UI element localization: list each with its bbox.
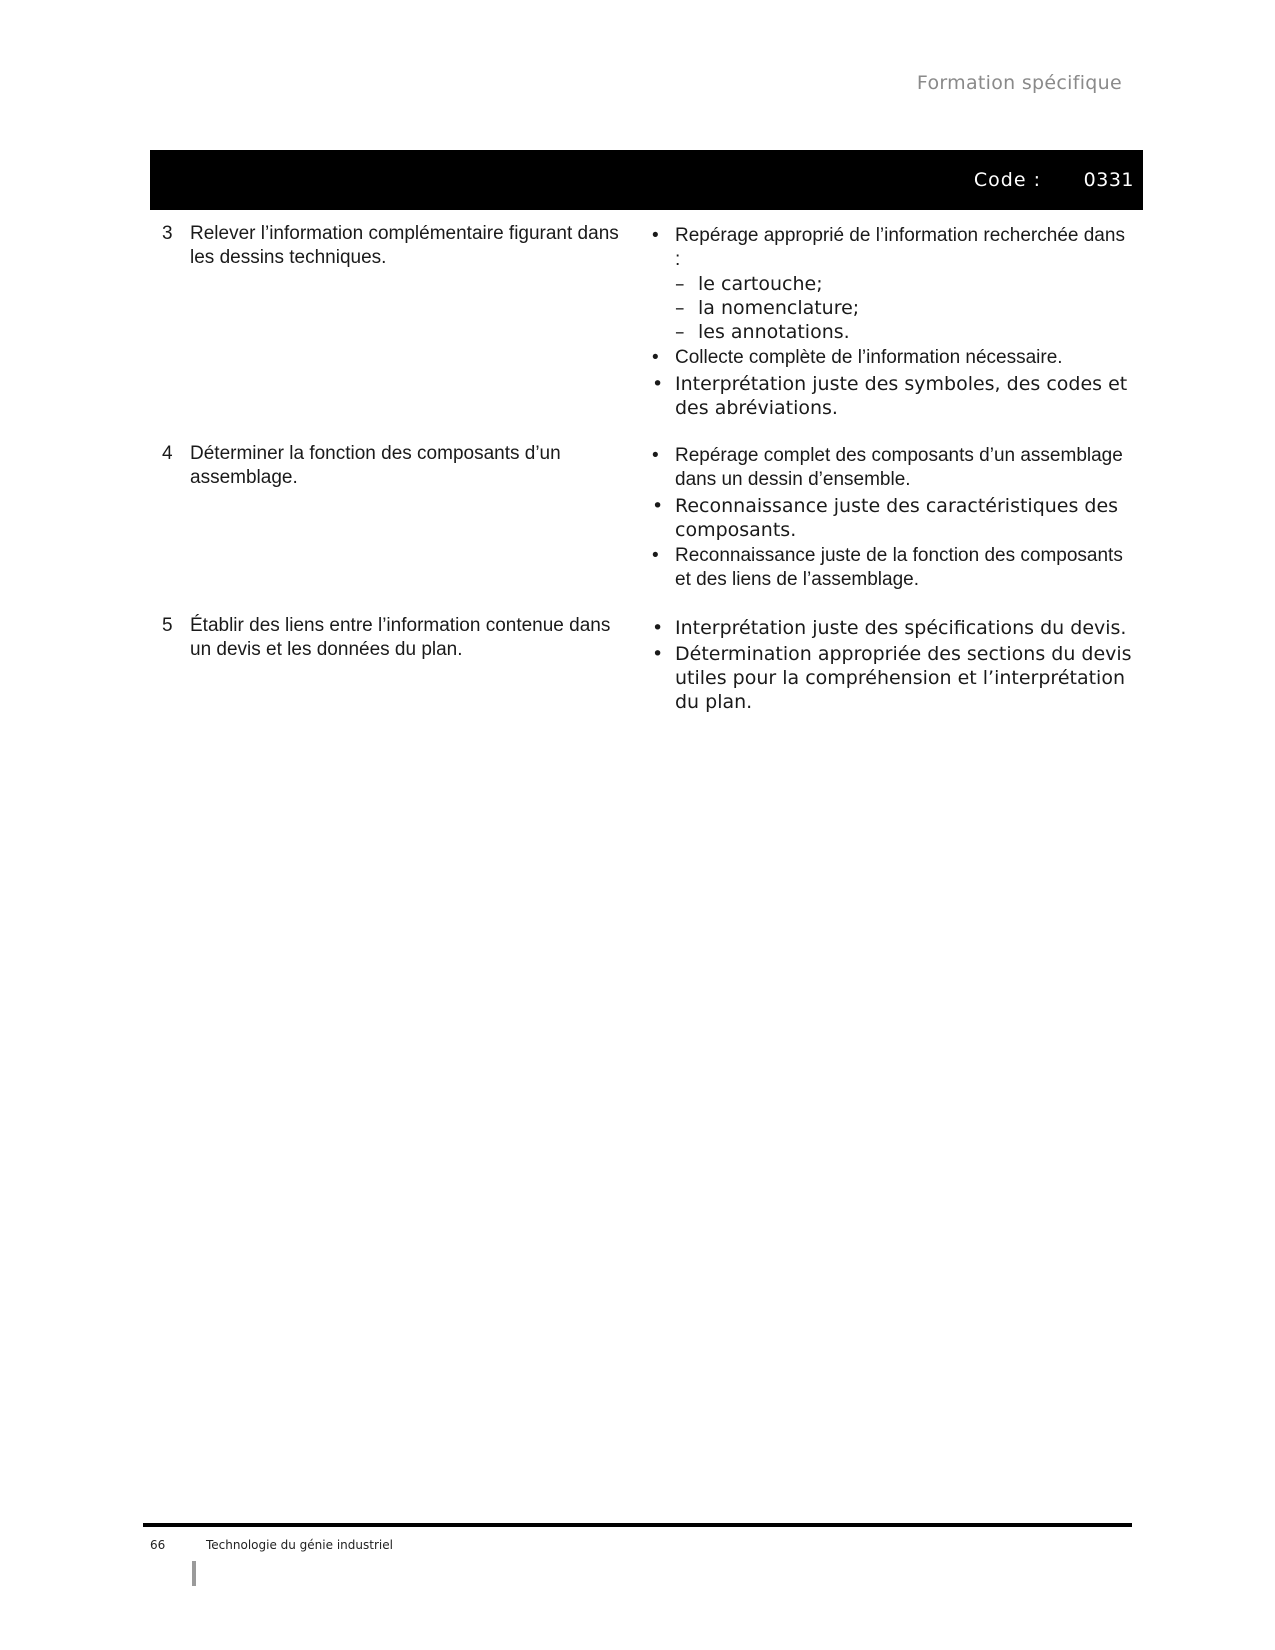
element-text: Déterminer la fonction des composants d’un assemblage. [190,443,561,488]
list-item [643,346,1133,370]
list-item [643,372,1133,420]
element-text: Établir des liens entre l’information contenue dans un devis et les données du plan. [190,615,611,660]
competency-table [150,222,1143,736]
bullet-icon: • [652,225,659,246]
bullet-icon: • [652,643,664,665]
table-row [150,442,1143,594]
bullet-icon: • [652,617,664,639]
sub-list [675,272,1133,344]
footer-marker [192,1561,196,1586]
list-item [643,616,1133,640]
criterion-text: Reconnaissance juste de la fonction des composants et des liens de l’assemblage. [675,545,1123,590]
code-bar [150,150,1143,210]
element-text: Relever l’information complémentaire figurant dans les dessins techniques. [190,223,619,268]
list-item [643,494,1133,542]
list-item [643,224,1133,344]
criterion-text: Collecte complète de l’information nécessaire. [675,347,1063,368]
element-number: 5 [162,615,173,636]
bullet-icon: • [652,347,659,368]
element-number: 4 [162,443,173,464]
sub-list-item [675,320,1133,344]
sub-item-text: les annotations. [698,321,850,343]
criteria-cell [643,442,1133,594]
bullet-icon: • [652,495,664,517]
element-cell [150,614,640,716]
sub-list-item [675,272,1133,296]
code-label: Code : [973,169,1041,191]
element-cell [150,442,640,594]
dash-icon: – [675,321,685,343]
sub-item-text: la nomenclature; [698,297,860,319]
table-row [150,614,1143,716]
criterion-text: Reconnaissance juste des caractéristiques des composants. [675,495,1119,541]
element-number: 3 [162,223,173,244]
criterion-text: Interprétation juste des symboles, des codes et des abréviations. [675,373,1128,419]
footer-rule [143,1523,1132,1527]
sub-list-item [675,296,1133,320]
section-label: Formation spécifique [916,72,1122,94]
list-item [643,642,1133,714]
table-row [150,222,1143,422]
criteria-cell [643,222,1133,422]
criteria-list [643,444,1133,592]
criterion-text: Détermination appropriée des sections du devis utiles pour la compréhension et l’interprétation du plan. [675,643,1132,713]
element-cell [150,222,640,422]
page-number: 66 [150,1538,166,1552]
criterion-text: Repérage complet des composants d’un assemblage dans un dessin d’ensemble. [675,445,1123,490]
bullet-icon: • [652,373,664,395]
criterion-text: Interprétation juste des spécifications du devis. [675,617,1127,639]
criteria-list [643,224,1133,420]
footer-title: Technologie du génie industriel [206,1538,393,1552]
code-value: 0331 [1083,169,1134,191]
bullet-icon: • [652,445,659,466]
list-item [643,444,1133,492]
dash-icon: – [675,273,685,295]
criteria-list [643,616,1133,714]
criterion-text: Repérage approprié de l’information recherchée dans : [675,225,1125,270]
sub-item-text: le cartouche; [698,273,823,295]
list-item [643,544,1133,592]
dash-icon: – [675,297,685,319]
bullet-icon: • [652,545,659,566]
criteria-cell [643,614,1133,716]
